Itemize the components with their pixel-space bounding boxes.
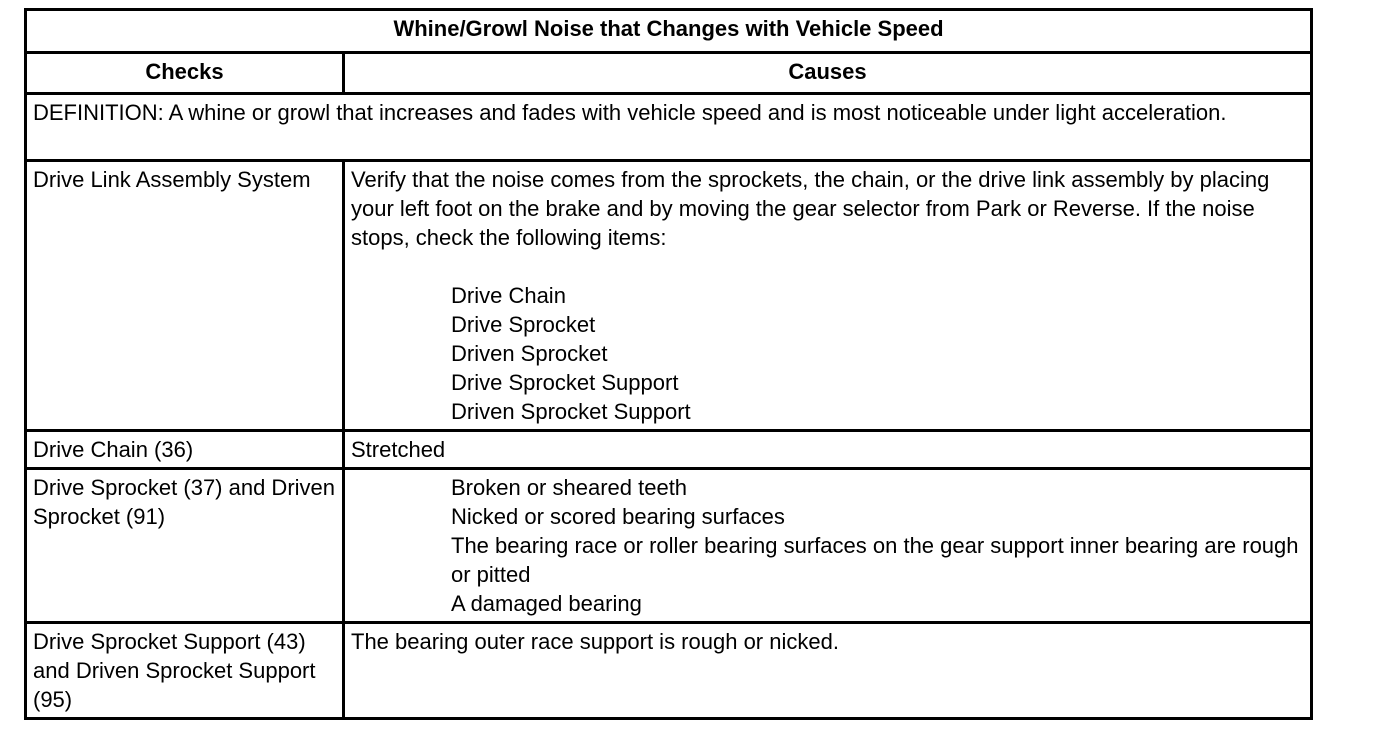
cause-cell [344, 161, 1312, 431]
cause-item: Driven Sprocket [451, 341, 608, 366]
check-cell: Drive Chain (36) [26, 431, 344, 469]
table-row [26, 431, 1312, 469]
table-title: Whine/Growl Noise that Changes with Vehicle Speed [26, 10, 1312, 53]
cause-item: Drive Sprocket [451, 312, 596, 337]
column-header-checks: Checks [26, 53, 344, 94]
table-row [26, 623, 1312, 719]
column-header-causes: Causes [344, 53, 1312, 94]
cause-item: Driven Sprocket Support [451, 399, 691, 424]
cause-text: Verify that the noise comes from the sprockets, the chain, or the drive link assembly by placing your left foot on the brake and by moving the gear selector from Park or Reverse. If the noise stops, check the following items: [351, 167, 1270, 250]
table-row [26, 161, 1312, 431]
cause-item: Nicked or scored bearing surfaces [451, 504, 785, 529]
cause-cell: Stretched [344, 431, 1312, 469]
cause-item: Drive Sprocket Support [451, 370, 679, 395]
check-cell: Drive Sprocket Support (43) and Driven Sprocket Support (95) [26, 623, 344, 719]
diagnostic-table [24, 8, 1313, 720]
cause-item: The bearing race or roller bearing surfaces on the gear support inner bearing are rough or pitted [451, 533, 1299, 587]
check-cell: Drive Sprocket (37) and Driven Sprocket (91) [26, 469, 344, 623]
definition-cell: DEFINITION: A whine or growl that increases and fades with vehicle speed and is most noticeable under light acceleration. [26, 94, 1312, 161]
cause-item-list [351, 281, 1304, 426]
check-cell: Drive Link Assembly System [26, 161, 344, 431]
cause-item: Broken or sheared teeth [451, 475, 688, 500]
cause-item-list [351, 473, 1304, 618]
table-row [26, 469, 1312, 623]
cause-cell [344, 469, 1312, 623]
cause-cell: The bearing outer race support is rough or nicked. [344, 623, 1312, 719]
cause-item: A damaged bearing [451, 591, 642, 616]
cause-item: Drive Chain [451, 283, 566, 308]
